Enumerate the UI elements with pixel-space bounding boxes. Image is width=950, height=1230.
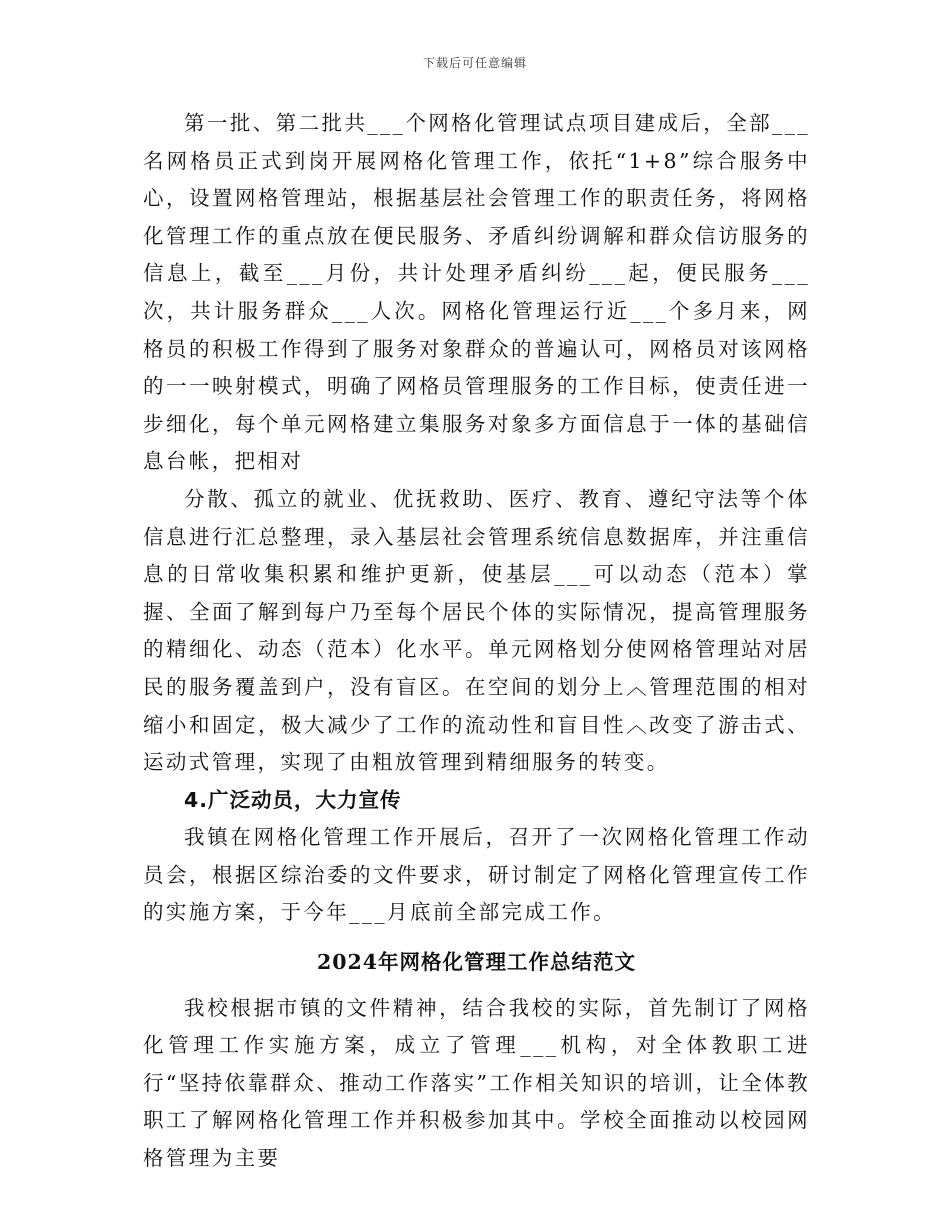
section-title: 2024年网格化管理工作总结范文 <box>316 950 637 975</box>
document-body <box>143 105 810 1178</box>
paragraph-information-collection: 分散、孤立的就业、优抚救助、医疗、教育、遵纪守法等个体信息进行汇总整理，录入基层社会管理系统信息数据库，并注重信息的日常收集积累和维护更新，使基层___可以动态（范本）掌握、全面了解到每户乃至每个居民个体的实际情况，提高管理服务的精细化、动态（范本）化水平。单元网格划分使网格管理站对居民的服务覆盖到户，没有盲区。在空间的划分上︿管理范围的相对缩小和固定，极大减少了工作的流动性和盲目性︿改变了游击式、运动式管理，实现了由粗放管理到精细服务的转变。 <box>143 486 810 775</box>
subheading-mobilization: 4.广泛动员，大力宣传 <box>184 787 402 812</box>
paragraph-school-grid: 我校根据市镇的文件精神，结合我校的实际，首先制订了网格化管理工作实施方案，成立了管理___机构，对全体教职工进行“坚持依靠群众、推动工作落实”工作相关知识的培训，让全体教职工了解网格化管理工作并积极参加其中。学校全面推动以校园网格管理为主要 <box>143 995 810 1171</box>
paragraph-mobilization: 我镇在网格化管理工作开展后，召开了一次网格化管理工作动员会，根据区综治委的文件要求，研讨制定了网格化管理宣传工作的实施方案，于今年___月底前全部完成工作。 <box>143 825 810 925</box>
page-header: 下载后可任意编辑 <box>422 56 527 70</box>
paragraph-pilot-projects: 第一批、第二批共___个网格化管理试点项目建成后，全部___名网格员正式到岗开展网格化管理工作，依托“1+8”综合服务中心，设置网格管理站，根据基层社会管理工作的职责任务，将网格化管理工作的重点放在便民服务、矛盾纠纷调解和群众信访服务的信息上，截至___月份，共计处理矛盾纠纷___起，便民服务___次，共计服务群众___人次。网格化管理运行近___个多月来，网格员的积极工作得到了服务对象群众的普遍认可，网格员对该网格的一一映射模式，明确了网格员管理服务的工作目标，使责任进一步细化，每个单元网格建立集服务对象多方面信息于一体的基础信息台帐，把相对 <box>143 111 810 474</box>
